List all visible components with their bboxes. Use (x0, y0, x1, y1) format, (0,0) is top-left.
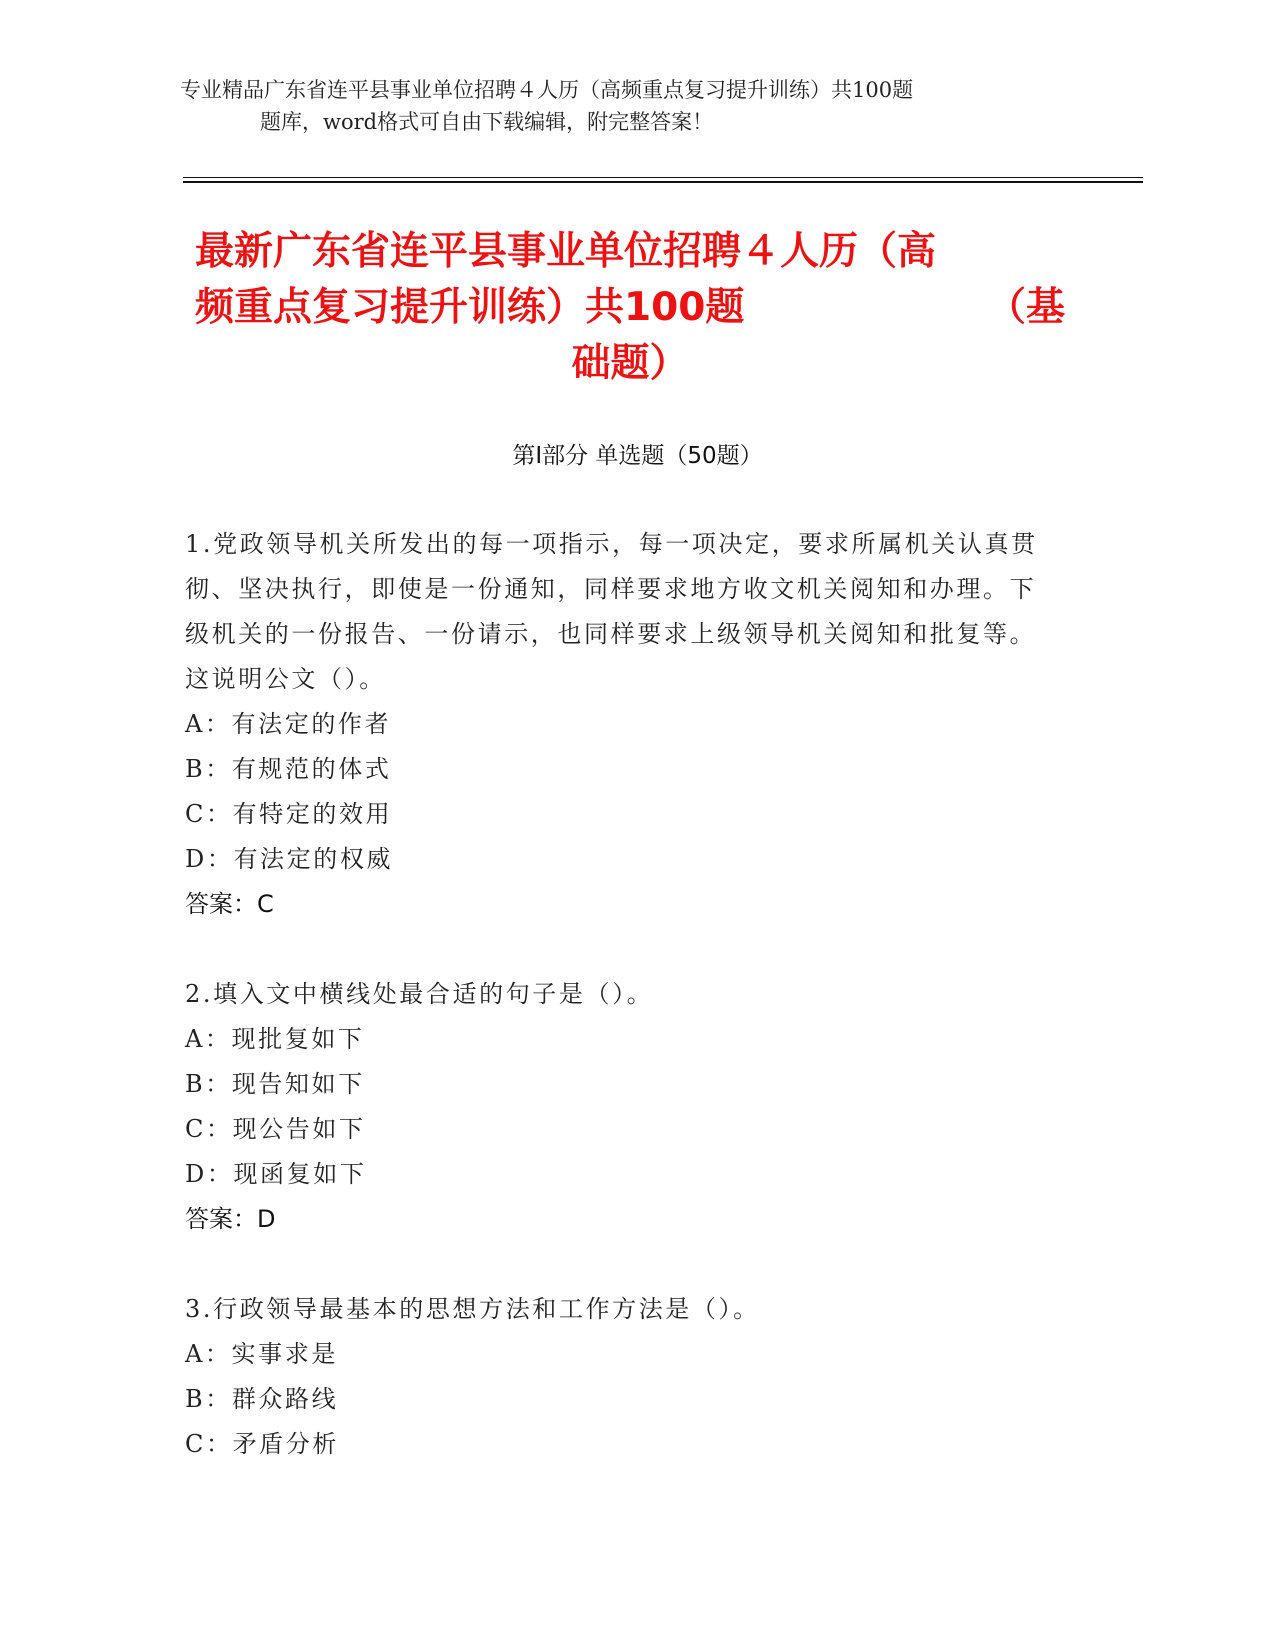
question-item (185, 972, 1055, 1242)
question-item (185, 522, 1055, 927)
document-title (195, 224, 1065, 392)
header-note-line1: 专业精品广东省连平县事业单位招聘４人历（高频重点复习提升训练）共100题 (180, 78, 914, 102)
question-option-a: A：实事求是 (185, 1340, 338, 1368)
question-option-d: D：有法定的权威 (185, 845, 394, 873)
title-line1: 最新广东省连平县事业单位招聘４人历（高 (195, 229, 937, 274)
question-stem: 2.填入文中横线处最合适的句子是（）。 (185, 980, 654, 1008)
question-option-a: A：现批复如下 (185, 1025, 365, 1053)
question-option-b: B：现告知如下 (185, 1070, 365, 1098)
question-option-a: A：有法定的作者 (185, 710, 392, 738)
question-stem: 1.党政领导机关所发出的每一项指示，每一项决定，要求所属机关认真贯彻、坚决执行，即使是一份通知，同样要求地方收文机关阅知和办理。下级机关的一份报告、一份请示，也同样要求上级领导机关阅知和批复等。这说明公文（）。 (185, 530, 1038, 693)
question-option-b: B：群众路线 (185, 1385, 339, 1413)
title-line2-right: （基 (986, 285, 1065, 330)
section-heading: 第Ⅰ部分 单选题（50题） (512, 443, 763, 469)
question-stem: 3.行政领导最基本的思想方法和工作方法是（）。 (185, 1295, 760, 1323)
question-option-b: B：有规范的体式 (185, 755, 392, 783)
header-note-line2: 题库，word格式可自由下载编辑，附完整答案！ (260, 110, 714, 134)
header-note (180, 74, 1060, 138)
question-option-c: C：有特定的效用 (185, 800, 393, 828)
question-option-c: C：现公告如下 (185, 1115, 366, 1143)
question-answer: 答案：D (185, 1205, 276, 1233)
question-option-d: D：现函复如下 (185, 1160, 367, 1188)
title-line2-left: 频重点复习提升训练）共100题 (195, 285, 745, 330)
header-divider-thick (183, 181, 1143, 183)
header-divider-thin (183, 177, 1143, 178)
question-answer: 答案：C (185, 890, 274, 918)
title-line3: 础题） (571, 341, 689, 386)
question-item (185, 1287, 1055, 1467)
question-option-c: C：矛盾分析 (185, 1430, 339, 1458)
question-list (185, 522, 1055, 1512)
title-line2 (195, 280, 1065, 336)
